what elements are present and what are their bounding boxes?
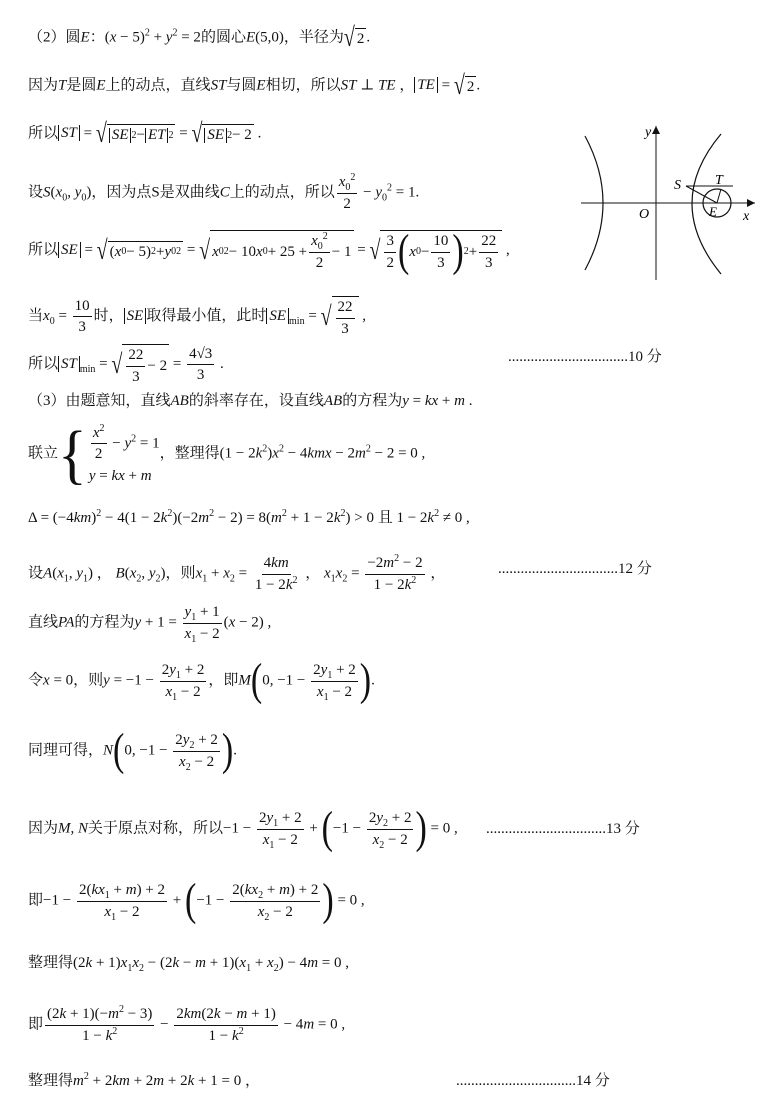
text: 所以 xyxy=(28,355,59,372)
text: 取得最小值，此时 xyxy=(146,307,267,324)
text: 当 xyxy=(28,307,44,324)
text: 上的动点，所以 xyxy=(229,184,335,201)
text: ，即 xyxy=(208,672,239,689)
part3-line7: 同理可得，N(0, −1 − $\frac{2y_2 + 2}{x_2 - 2}$ ). xyxy=(28,725,237,776)
text: 所以 xyxy=(28,241,59,258)
line-se xyxy=(686,186,717,203)
text: 关于原点对称，所以 xyxy=(88,820,224,837)
text: ，则 xyxy=(165,565,196,582)
score-10: ................................10 分 xyxy=(508,349,662,365)
part2-line6: 当$x_0$ = $\frac{10}{3}$ 时， SE 取得最小值，此时 SE $_{min}$ = √ $\frac{22}{3}$ , xyxy=(28,297,367,337)
text: 因为 xyxy=(28,77,59,94)
text: 整理得 xyxy=(28,1073,74,1089)
text: （2）圆 xyxy=(28,29,81,46)
part3-line10: 整理得$(2k + 1)x_1x_2 - (2k - m + 1)(x_1 + x_2) - 4m = 0$ , xyxy=(28,955,349,974)
text: 即 xyxy=(28,1016,44,1033)
part3-line3: $\Delta = (-4km)^2 - 4(1 - 2k^2)(-2m^2 - 2) = 8(m^2 + 1 - 2k^2) > 0$ 且 $1 - 2k^2 \ne 0$ , xyxy=(28,508,470,526)
text: 即 xyxy=(28,892,44,909)
text: 的圆心 xyxy=(200,29,246,46)
part2-line2: 因为T是圆E上的动点，直线ST与圆E相切，所以ST ⊥ TE ， TE = √ 2 . xyxy=(28,71,481,101)
text: （3）由题意知，直线 xyxy=(28,393,171,409)
part3-line1: （3）由题意知，直线AB的斜率存在，设直线AB的方程为y = kx + m . xyxy=(28,393,473,409)
score-12: ................................12 分 xyxy=(498,561,652,577)
text: ，整理得 xyxy=(159,445,220,462)
text: 是圆 xyxy=(66,77,97,94)
score-14: ................................14 分 xyxy=(456,1073,610,1089)
line-te xyxy=(717,189,721,203)
text: 整理得 xyxy=(28,955,74,971)
label-y: y xyxy=(645,125,652,140)
text: 同理可得， xyxy=(28,742,104,759)
label-s: S xyxy=(674,178,681,193)
score-13: ................................13 分 xyxy=(486,821,640,837)
text: 因为 xyxy=(28,820,59,837)
text: ，则 xyxy=(73,672,104,689)
x-axis-arrow xyxy=(747,199,755,207)
label-x: x xyxy=(743,209,750,224)
text: ，半径为 xyxy=(283,29,344,46)
text: 直线 xyxy=(28,614,59,631)
text: ，因为点S是双曲线 xyxy=(91,184,220,201)
y-axis-arrow xyxy=(652,126,660,134)
text: 的斜率存在，设直线 xyxy=(188,393,324,409)
part3-line12: 整理得$m^2 + 2km + 2m + 2k + 1 = 0$ ， xyxy=(28,1071,260,1089)
text: 所以 xyxy=(28,125,59,142)
hyperbola-figure xyxy=(573,118,758,283)
label-t: T xyxy=(715,173,723,188)
part3-line4: 设$A(x_1$, $y_1$) ， $B(x_2$, $y_2$)，则$x_1 + x_2$ = $\frac{4km}{1 - 2k^2}$ ， $x_1x_2$ = $\frac{-2m^2 - 2}{1 - 2k^2}$ ， xyxy=(28,553,446,593)
text: 与圆 xyxy=(226,77,257,94)
label-o: O xyxy=(639,207,650,222)
part2-line1: （2）圆E：$(x - 5)^2 + y^2 = 2$的圆心E(5,0)，半径为 √ 2 . xyxy=(28,23,371,53)
part3-line9: 即−1 − $\frac{2(kx_1 + m) + 2}{x_1 - 2}$ + (−1 − $\frac{2(kx_2 + m) + 2}{x_2 - 2}$ ) = 0 , xyxy=(28,875,365,926)
part2-line5: 所以 SE = √ ( x 0 − 5) 2 + y 0 2 = √ x 0 2 − 10 x 0 + 25 + $\frac{x_0^2}{2}$ − 1 = √ $\frac{3}{2}$ ( x 0 − $\frac{10}{3}$ ) 2 + $\frac{22}{3}$ , xyxy=(28,226,510,277)
part2-line7: 所以 ST $_{min}$ = √ $\frac{22}{3}$ − 2 = $\frac{4√3}{3}$ . xyxy=(28,345,224,385)
part3-line8: 因为M, N关于原点对称，所以−1 − $\frac{2y_1 + 2}{x_1 - 2}$ + (−1 − $\frac{2y_2 + 2}{x_2 - 2}$ ) = 0 , xyxy=(28,803,458,854)
part2-line3: 所以 ST = √ SE 2 − ET 2 = √ SE 2 − 2 . xyxy=(28,119,262,149)
part3-line6: 令x = 0，则y = −1 − $\frac{2y_1 + 2}{x_1 - 2}$ ，即M(0, −1 − $\frac{2y_1 + 2}{x_1 - 2}$ ). xyxy=(28,655,375,706)
text: 设 xyxy=(28,184,44,201)
label-e: E xyxy=(709,204,717,219)
part3-line5: 直线PA的方程为y + 1 = $\frac{y_1 + 1}{x_1 - 2}$ (x − 2) , xyxy=(28,604,272,645)
text: 上的动点，直线 xyxy=(105,77,211,94)
text: 联立 xyxy=(28,445,59,462)
part3-line11: 即 $\frac{(2k + 1)(-m^2 - 3)}{1 - k^2}$ − $\frac{2km(2k - m + 1)}{1 - k^2}$ − 4m = 0 , xyxy=(28,1004,346,1044)
text: 相切，所以 xyxy=(265,77,341,94)
part2-line4: 设$S(x_0$, $y_0$)，因为点S是双曲线C上的动点，所以 $\frac{x_0^2}{2}$ − $y_0^2 = 1$. xyxy=(28,172,420,212)
text: 设 xyxy=(28,565,44,582)
text: 时， xyxy=(93,307,124,324)
text: 的方程为 xyxy=(342,393,403,409)
text: 的方程为 xyxy=(74,614,135,631)
part3-line2: 联立 { $\frac{x^2}{2}$ − $y^2 = 1$ y = kx + m ，整理得$(1 - 2k^2)x^2 - 4kmx - 2m^2 - 2 = 0$ , xyxy=(28,417,426,491)
text: 令 xyxy=(28,672,44,689)
